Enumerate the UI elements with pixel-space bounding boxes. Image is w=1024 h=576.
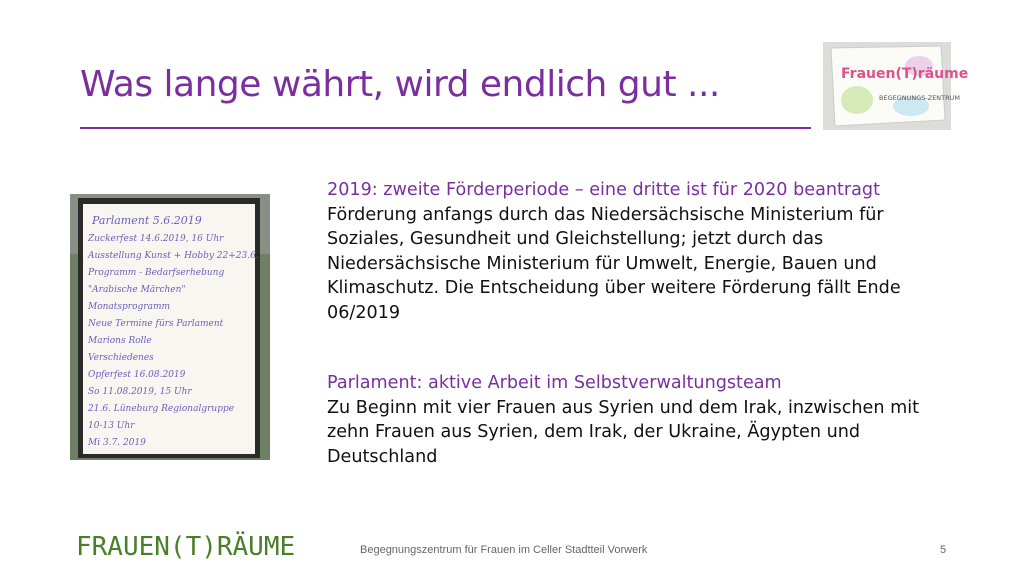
flipchart-line: 21.6. Lüneburg Regionalgruppe — [88, 404, 235, 414]
title-underline — [80, 127, 811, 129]
flipchart-line: Marions Rolle — [88, 336, 152, 346]
slide-title: Was lange währt, wird endlich gut ... — [80, 64, 720, 105]
content-text — [327, 178, 927, 469]
flipchart-line: 10-13 Uhr — [88, 421, 135, 431]
logo-photo — [823, 42, 969, 130]
paragraph2-heading: Parlament: aktive Arbeit im Selbstverwaltungsteam — [327, 373, 782, 393]
logo-photo-drawing — [823, 42, 969, 130]
brand-logo-text: FRAUEN(T)RÄUME — [76, 532, 296, 562]
flipchart-line: Opferfest 16.08.2019 — [88, 370, 186, 380]
flipchart-line: Parlament 5.6.2019 — [92, 214, 202, 227]
flipchart-photo — [70, 194, 270, 460]
flipchart-line: So 11.08.2019, 15 Uhr — [88, 387, 192, 397]
paragraph2-body: Zu Beginn mit vier Frauen aus Syrien und dem Irak, inzwischen mit zehn Frauen aus Syrien, dem Irak, der Ukraine, Ägypten und Deutschland — [327, 397, 920, 467]
page-number: 5 — [940, 544, 947, 556]
logo-photo-subtext: BEGEGNUNGS-ZENTRUM — [879, 94, 961, 102]
paragraph1-heading: 2019: zweite Förderperiode – eine dritte ist für 2020 beantragt — [327, 180, 880, 200]
paragraph1-body: Förderung anfangs durch das Niedersächsische Ministerium für Soziales, Gesundheit und Gleichstellung; jetzt durch das Niedersächsische Ministerium für Umwelt, Energie, Bauen und Klimaschutz. Die Entscheidung über weitere Förderung fällt Ende 06/2019 — [327, 204, 901, 323]
logo-photo-text: Frauen(T)räume — [841, 66, 969, 82]
flipchart-line: Zuckerfest 14.6.2019, 16 Uhr — [88, 234, 224, 244]
flipchart-line: Monatsprogramm — [88, 302, 171, 312]
flipchart-line: Verschiedenes — [88, 353, 154, 363]
footer-text: Begegnungszentrum für Frauen im Celler Stadtteil Vorwerk — [360, 544, 648, 556]
flipchart-line: Mi 3.7. 2019 — [88, 438, 146, 448]
flipchart-drawing — [70, 194, 270, 460]
flipchart-line: "Arabische Märchen" — [88, 285, 186, 295]
flipchart-line: Ausstellung Kunst + Hobby 22+23.6. — [88, 251, 259, 261]
flipchart-line: Neue Termine fürs Parlament — [88, 319, 224, 329]
flipchart-line: Programm - Bedarfserhebung — [88, 268, 225, 278]
